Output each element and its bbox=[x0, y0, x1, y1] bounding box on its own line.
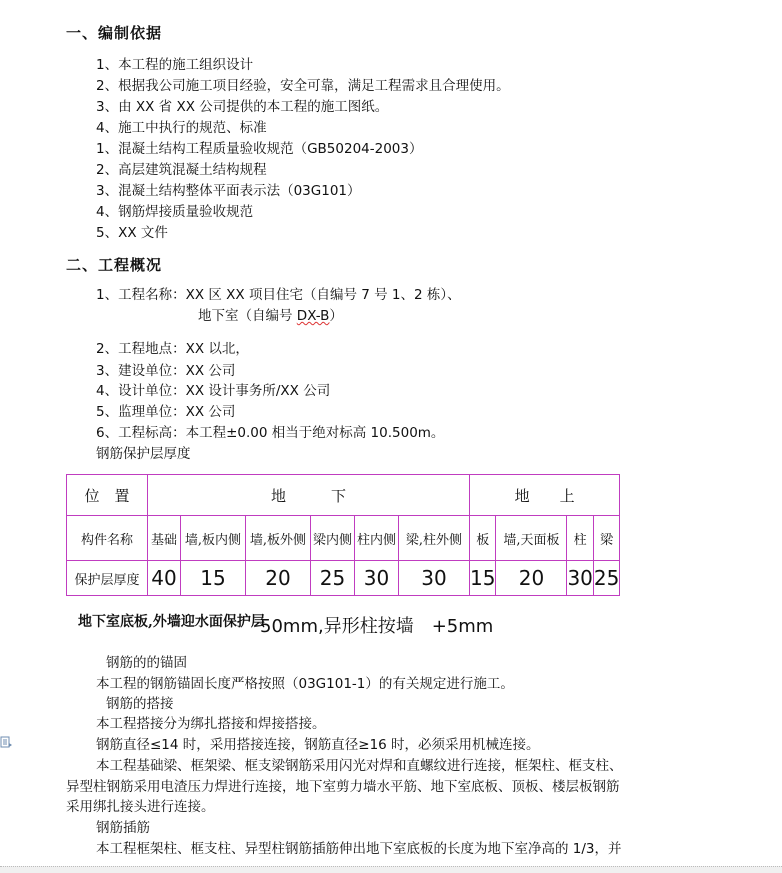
basis-item: 1、本工程的施工组织设计 bbox=[96, 57, 254, 73]
table-cell: 15 bbox=[181, 561, 246, 596]
overview-item: 3、建设单位：XX 公司 bbox=[96, 363, 236, 379]
basis-item: 4、施工中执行的规范、标准 bbox=[96, 120, 267, 136]
table-cell: 30 bbox=[399, 561, 470, 596]
table-cell: 梁,柱外侧 bbox=[399, 516, 470, 561]
table-cell: 40 bbox=[148, 561, 181, 596]
lap-text: 本工程搭接分为绑扎搭接和焊接搭接。 bbox=[96, 716, 326, 732]
table-cell: 构件名称 bbox=[67, 516, 148, 561]
anchor-text: 本工程的钢筋锚固长度严格按照（03G101-1）的有关规定进行施工。 bbox=[96, 676, 514, 692]
basement-cover-note-label: 地下室底板,外墙迎水面保护层 bbox=[78, 614, 265, 630]
table-cell: 15 bbox=[470, 561, 496, 596]
project-name-cont: 地下室（自编号 DX-B） bbox=[198, 308, 343, 324]
body-paragraph-line: 本工程基础梁、框架梁、框支梁钢筋采用闪光对焊和直螺纹进行连接，框架柱、框支柱、 bbox=[96, 758, 623, 774]
table-cell: 柱 bbox=[567, 516, 593, 561]
basis-item: 3、混凝土结构整体平面表示法（03G101） bbox=[96, 183, 361, 199]
table-cell: 墙,板外侧 bbox=[246, 516, 311, 561]
table-cell: 柱内侧 bbox=[355, 516, 399, 561]
basis-item: 2、根据我公司施工项目经验，安全可靠，满足工程需求且合理使用。 bbox=[96, 78, 510, 94]
table-cell: 20 bbox=[246, 561, 311, 596]
anchor-title: 钢筋的的锚固 bbox=[106, 655, 187, 671]
table-header-underground: 地 下 bbox=[148, 475, 470, 516]
table-cell: 基础 bbox=[148, 516, 181, 561]
basement-cover-note-value: 50mm,异形柱按墙 +5mm bbox=[260, 616, 494, 637]
section-heading-overview: 二、工程概况 bbox=[66, 256, 163, 274]
table-cell: 30 bbox=[355, 561, 399, 596]
table-cell: 墙,板内侧 bbox=[181, 516, 246, 561]
table-cell: 墙,天面板 bbox=[496, 516, 567, 561]
lap-title: 钢筋的搭接 bbox=[106, 696, 174, 712]
section-heading-basis: 一、编制依据 bbox=[66, 24, 163, 42]
table-title: 钢筋保护层厚度 bbox=[96, 446, 191, 462]
body-paragraph-line: 采用绑扎接头进行连接。 bbox=[66, 799, 215, 815]
basis-item: 4、钢筋焊接质量验收规范 bbox=[96, 204, 254, 220]
document-icon[interactable] bbox=[0, 736, 12, 748]
table-cell: 板 bbox=[470, 516, 496, 561]
lap-text: 钢筋直径≤14 时，采用搭接连接，钢筋直径≥16 时，必须采用机械连接。 bbox=[96, 737, 540, 753]
basis-item: 5、XX 文件 bbox=[96, 225, 168, 241]
table-cell: 保护层厚度 bbox=[67, 561, 148, 596]
overview-item: 5、监理单位：XX 公司 bbox=[96, 404, 236, 420]
overview-item: 4、设计单位：XX 设计事务所/XX 公司 bbox=[96, 383, 331, 399]
table-cell: 梁内侧 bbox=[311, 516, 355, 561]
spellcheck-word: DX-B bbox=[296, 308, 330, 324]
overview-item: 6、工程标高：本工程±0.00 相当于绝对标高 10.500m。 bbox=[96, 425, 445, 441]
body-paragraph-line: 异型柱钢筋采用电渣压力焊进行连接，地下室剪力墙水平筋、地下室底板、顶板、楼层板钢筋 bbox=[66, 779, 620, 795]
cover-thickness-table bbox=[66, 474, 620, 596]
project-name: 1、工程名称：XX 区 XX 项目住宅（自编号 7 号 1、2 栋）、 bbox=[96, 287, 461, 303]
table-header-aboveground: 地 上 bbox=[470, 475, 620, 516]
table-cell: 30 bbox=[567, 561, 593, 596]
insert-title: 钢筋插筋 bbox=[96, 820, 150, 836]
overview-item: 2、工程地点：XX 以北， bbox=[96, 341, 249, 357]
basis-item: 3、由 XX 省 XX 公司提供的本工程的施工图纸。 bbox=[96, 99, 389, 115]
table-cell: 25 bbox=[593, 561, 619, 596]
table-header-position: 位 置 bbox=[67, 475, 148, 516]
table-cell: 梁 bbox=[593, 516, 619, 561]
bottom-scroll-edge bbox=[0, 866, 782, 873]
insert-text: 本工程框架柱、框支柱、异型柱钢筋插筋伸出地下室底板的长度为地下室净高的 1/3，并 bbox=[96, 841, 622, 857]
table-cell: 20 bbox=[496, 561, 567, 596]
basis-item: 1、混凝土结构工程质量验收规范（GB50204-2003） bbox=[96, 141, 423, 157]
basis-item: 2、高层建筑混凝土结构规程 bbox=[96, 162, 267, 178]
table-cell: 25 bbox=[311, 561, 355, 596]
